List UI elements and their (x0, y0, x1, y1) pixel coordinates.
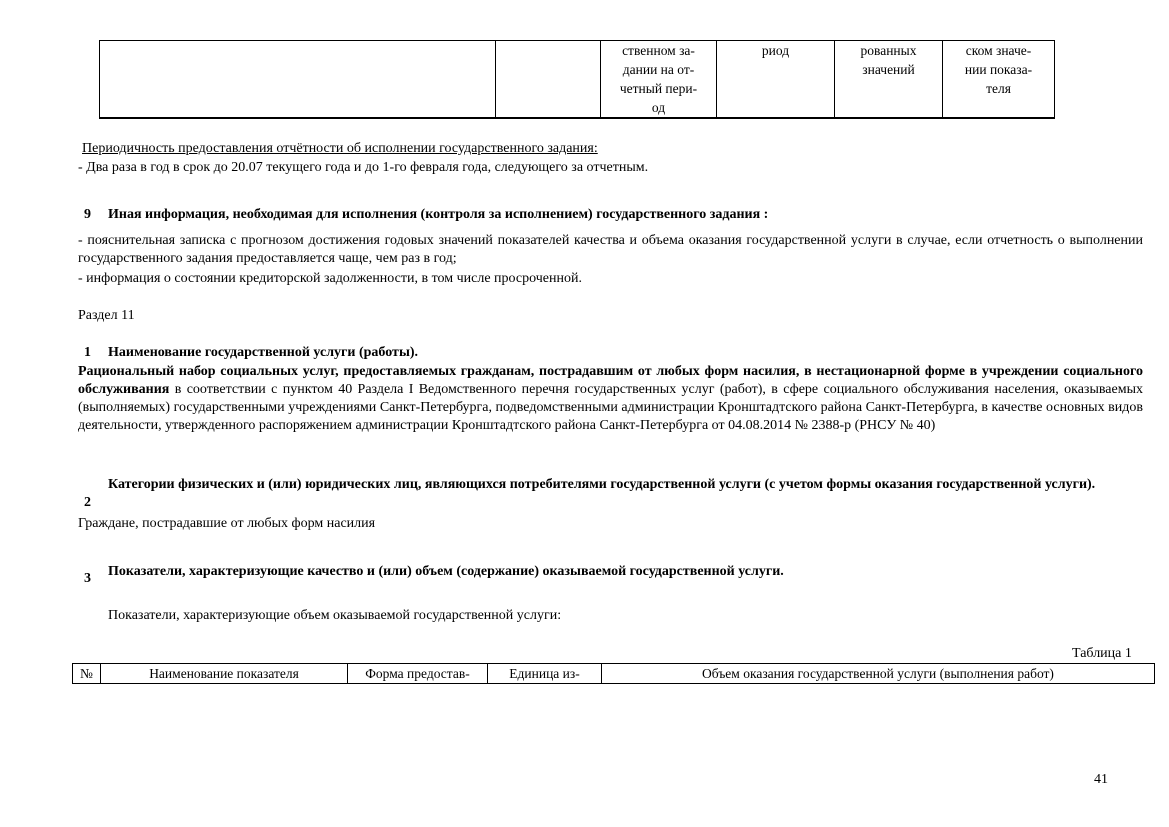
periodicity-heading: Периодичность предоставления отчётности об исполнении государственного задания: (82, 141, 598, 156)
top-table-cell: ском значе- нии показа- теля (943, 41, 1055, 119)
table-1-header-form: Форма предостав- (348, 664, 488, 684)
top-table-cell: ственном за- дании на от- четный пери- од (601, 41, 717, 119)
section-9-heading: Иная информация, необходимая для исполнения (контроля за исполнением) государственного задания : (108, 207, 769, 222)
table-1-header-unit: Единица из- (488, 664, 602, 684)
periodicity-text: - Два раза в год в срок до 20.07 текущего года и до 1-го февраля года, следующего за отчетным. (78, 160, 649, 175)
item-1-heading: Наименование государственной услуги (работы). (108, 345, 419, 360)
top-table-cell (496, 41, 601, 119)
item-2-number: 2 (84, 495, 91, 510)
top-table-cell: риод (717, 41, 835, 119)
item-3-heading: Показатели, характеризующие качество и (или) объем (содержание) оказываемой государственной услуги. (108, 564, 784, 579)
item-3-number: 3 (84, 571, 91, 586)
section-title: Раздел 11 (78, 308, 135, 323)
table-1-header-volume: Объем оказания государственной услуги (выполнения работ) (602, 664, 1155, 684)
top-table-cell: рованных значений (835, 41, 943, 119)
item-3-subheading: Показатели, характеризующие объем оказываемой государственной услуги: (108, 608, 562, 623)
table-1-header-name: Наименование показателя (101, 664, 348, 684)
item-1-text (78, 363, 1143, 435)
top-table-cell (100, 41, 496, 119)
item-1-rest-text: в соответствии с пунктом 40 Раздела I Ведомственного перечня государственных услуг (работ), в сфере социального обслуживания населения, оказываемых (выполняемых) государственными учреждениями Санкт-Петербурга, подведомственными администрации Кронштадтского района Санкт-Петербурга, в качестве основных видов деятельности, утвержденного распоряжением администрации Кронштадтского района Санкт-Петербурга от 04.08.2014 № 2388-р (РНСУ № 40) (78, 382, 1143, 433)
section-9-number: 9 (84, 207, 91, 222)
page-number: 41 (1094, 772, 1108, 787)
top-table-fragment (99, 40, 1055, 119)
item-1-number: 1 (84, 345, 91, 360)
item-1-bold-text: Рациональный набор социальных услуг, предоставляемых гражданам, пострадавшим от любых форм насилия, в нестационарной форме в учреждении социального обслуживания (78, 364, 1143, 397)
item-2-text: Граждане, пострадавшие от любых форм насилия (78, 516, 376, 531)
table-1-header (72, 663, 1155, 684)
section-9-line-1: - пояснительная записка с прогнозом достижения годовых значений показателей качества и объема оказания государственной услуги в случае, если отчетность о выполнении государственного задания предоставляется чаще, чем раз в год; (78, 233, 1143, 266)
section-9-line-2: - информация о состоянии кредиторской задолженности, в том числе просроченной. (78, 271, 582, 286)
item-2-heading: Категории физических и (или) юридических лиц, являющихся потребителями государственной услуги (с учетом формы оказания государственной услуги). (108, 477, 1096, 492)
table-1-caption: Таблица 1 (1072, 646, 1132, 661)
table-1-header-number: № (73, 664, 101, 684)
